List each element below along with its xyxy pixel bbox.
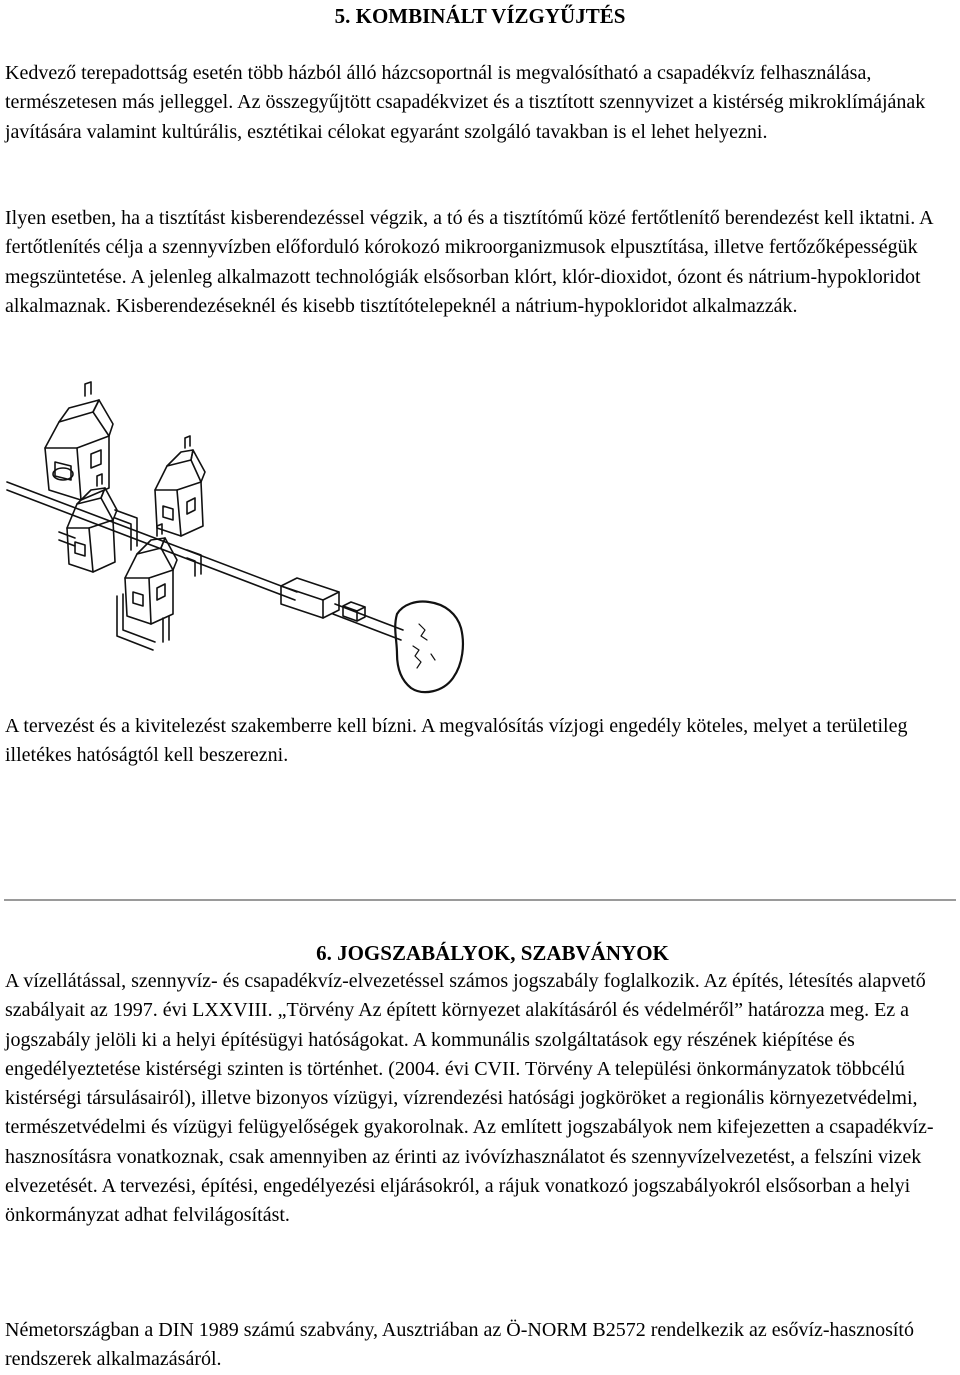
section-5-title: 5. KOMBINÁLT VÍZGYŰJTÉS: [334, 4, 626, 28]
section-6-paragraph-1: A vízellátással, szennyvíz- és csapadékvíz-elvezetéssel számos jogszabály foglalkozik. Az építés, létesítés alapvető szabályait az 1997. évi LXXVIII. „Törvény Az épített környezet alakításáról és védelméről” határozza meg. Ez a jogszabály jelöli ki a helyi építésügyi hatóságokat. A kommunális szolgáltatások egy részének kiépítése és engedélyeztetése kistérségi szinten is történhet. (2004. évi CVII. Törvény A települési önkormányzatok többcélú kistérségi társulásairól), illetve bizonyos vízügyi, vízrendezési hatósági jogköröket a regionális környezetvédelmi, természetvédelmi és vízügyi felügyelőségek gyakorolnak. Az említett jogszabályok nem kifejezetten a csapadékvíz-hasznosításra vonatkoznak, csak amennyiben az érinti az ivóvízhasználatot és szennyvízelvezetést, a felszíni vizek elvezetését. A tervezési, építési, engedélyezési eljárásokról, a rájuk vonatkozó jogszabályokról elsősorban a helyi önkormányzat adhat felvilágosítást.: [5, 970, 934, 1227]
house-4: [125, 524, 177, 624]
house-2: [155, 436, 205, 536]
section-5-paragraph-2: Ilyen esetben, ha a tisztítást kisberendezéssel végzik, a tó és a tisztítómű közé fertőtlenítő berendezést kell iktatni. A fertőtlenítés célja a szennyvízben előforduló kórokozó mikroorganizmusok elpusztítása, illetve fertőzőképességük megszüntetése. A jelenleg alkalmazott technológiák elsősorban klórt, klór-dioxidot, ózont és nátrium-hypokloridot alkalmaznak. Kisberendezéseknél és kisebb tisztítótelepeknél a nátrium-hypokloridot alkalmazzák.: [5, 207, 933, 317]
section-divider: [4, 899, 956, 901]
section-5-paragraph-3: A tervezést és a kivitelezést szakemberre kell bízni. A megvalósítás vízjogi engedély köteles, melyet a területileg illetékes hatóságtól kell beszerezni.: [5, 715, 908, 767]
section-6-title: 6. JOGSZABÁLYOK, SZABVÁNYOK: [316, 941, 669, 965]
section-6-paragraph-2: Németországban a DIN 1989 számú szabvány, Ausztriában az Ö-NORM B2572 rendelkezik az esővíz-hasznosító rendszerek alkalmazásáról.: [5, 1319, 914, 1371]
lake: [395, 602, 463, 693]
house-1: [45, 382, 113, 500]
section-5-paragraph-1: Kedvező terepadottság esetén több házból álló házcsoportnál is megvalósítható a csapadékvíz felhasználása, természetesen más jelleggel. Az összegyűjtött csapadékvizet és a tisztított szennyvizet a kistérség mikroklímájának javítására valamint kultúrális, esztétikai célokat egyaránt szolgáló tavakban is el lehet helyezni.: [5, 62, 926, 143]
branch-pipes: [59, 510, 201, 650]
house-group-rainwater-illustration: [5, 378, 475, 708]
